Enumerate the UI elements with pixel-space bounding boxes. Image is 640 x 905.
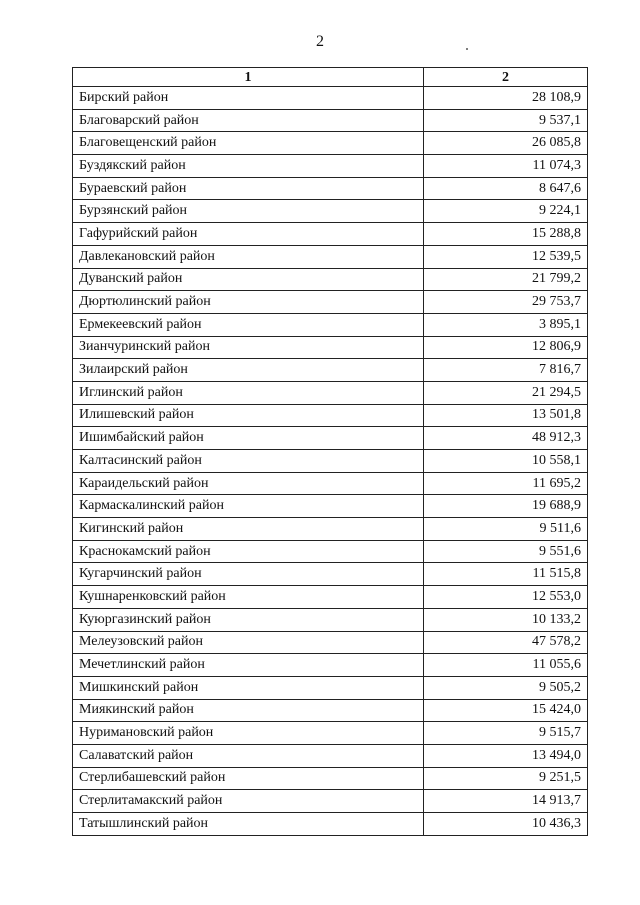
amount-cell: 12 806,9	[424, 336, 588, 359]
amount-cell: 9 224,1	[424, 200, 588, 223]
table-row	[73, 540, 588, 563]
table-row	[73, 676, 588, 699]
district-name-cell: Дуванский район	[73, 268, 424, 291]
district-name-cell: Дюртюлинский район	[73, 291, 424, 314]
district-name-cell: Мелеузовский район	[73, 631, 424, 654]
amount-cell: 19 688,9	[424, 495, 588, 518]
table-row	[73, 518, 588, 541]
amount-cell: 21 799,2	[424, 268, 588, 291]
amount-cell: 8 647,6	[424, 177, 588, 200]
district-name-cell: Стерлитамакский район	[73, 790, 424, 813]
district-name-cell: Калтасинский район	[73, 450, 424, 473]
amount-cell: 9 505,2	[424, 676, 588, 699]
district-name-cell: Кугарчинский район	[73, 563, 424, 586]
district-name-cell: Караидельский район	[73, 472, 424, 495]
amount-cell: 11 074,3	[424, 155, 588, 178]
amount-cell: 10 558,1	[424, 450, 588, 473]
district-name-cell: Миякинский район	[73, 699, 424, 722]
district-name-cell: Бирский район	[73, 87, 424, 110]
table-row	[73, 359, 588, 382]
district-name-cell: Куюргазинский район	[73, 608, 424, 631]
amount-cell: 7 816,7	[424, 359, 588, 382]
district-name-cell: Кигинский район	[73, 518, 424, 541]
district-name-cell: Мишкинский район	[73, 676, 424, 699]
amount-cell: 3 895,1	[424, 313, 588, 336]
amount-cell: 47 578,2	[424, 631, 588, 654]
table-row	[73, 813, 588, 836]
table-row	[73, 109, 588, 132]
table-row	[73, 654, 588, 677]
table-row	[73, 155, 588, 178]
district-name-cell: Гафурийский район	[73, 223, 424, 246]
table-body	[73, 87, 588, 836]
amount-cell: 12 553,0	[424, 586, 588, 609]
table-row	[73, 268, 588, 291]
table-row	[73, 245, 588, 268]
table-row	[73, 608, 588, 631]
district-name-cell: Иглинский район	[73, 381, 424, 404]
amount-cell: 14 913,7	[424, 790, 588, 813]
district-name-cell: Зилаирский район	[73, 359, 424, 382]
table-row	[73, 722, 588, 745]
table-row	[73, 427, 588, 450]
district-name-cell: Благоварский район	[73, 109, 424, 132]
table-row	[73, 563, 588, 586]
table-row	[73, 200, 588, 223]
amount-cell: 11 695,2	[424, 472, 588, 495]
district-name-cell: Буздякский район	[73, 155, 424, 178]
amount-cell: 9 251,5	[424, 767, 588, 790]
district-name-cell: Кушнаренковский район	[73, 586, 424, 609]
table-row	[73, 177, 588, 200]
amount-cell: 10 436,3	[424, 813, 588, 836]
table-row	[73, 87, 588, 110]
table-row	[73, 699, 588, 722]
table-row	[73, 744, 588, 767]
amount-cell: 29 753,7	[424, 291, 588, 314]
table-row	[73, 404, 588, 427]
table-header-row	[73, 68, 588, 87]
district-name-cell: Бураевский район	[73, 177, 424, 200]
column-header-2: 2	[424, 68, 588, 87]
district-name-cell: Илишевский район	[73, 404, 424, 427]
district-name-cell: Ишимбайский район	[73, 427, 424, 450]
district-name-cell: Ермекеевский район	[73, 313, 424, 336]
table-row	[73, 586, 588, 609]
amount-cell: 13 501,8	[424, 404, 588, 427]
amount-cell: 26 085,8	[424, 132, 588, 155]
district-name-cell: Давлекановский район	[73, 245, 424, 268]
table-row	[73, 223, 588, 246]
amount-cell: 9 511,6	[424, 518, 588, 541]
amount-cell: 28 108,9	[424, 87, 588, 110]
column-header-1: 1	[73, 68, 424, 87]
amount-cell: 9 537,1	[424, 109, 588, 132]
table-row	[73, 495, 588, 518]
district-name-cell: Благовещенский район	[73, 132, 424, 155]
table-row	[73, 336, 588, 359]
amount-cell: 11 515,8	[424, 563, 588, 586]
amount-cell: 15 424,0	[424, 699, 588, 722]
district-name-cell: Салаватский район	[73, 744, 424, 767]
district-name-cell: Зианчуринский район	[73, 336, 424, 359]
amount-cell: 15 288,8	[424, 223, 588, 246]
amount-cell: 21 294,5	[424, 381, 588, 404]
district-table	[72, 67, 588, 836]
amount-cell: 11 055,6	[424, 654, 588, 677]
table-row	[73, 291, 588, 314]
amount-cell: 10 133,2	[424, 608, 588, 631]
district-name-cell: Стерлибашевский район	[73, 767, 424, 790]
amount-cell: 12 539,5	[424, 245, 588, 268]
table-row	[73, 313, 588, 336]
district-name-cell: Кармаскалинский район	[73, 495, 424, 518]
district-name-cell: Мечетлинский район	[73, 654, 424, 677]
district-name-cell: Нуримановский район	[73, 722, 424, 745]
table-row	[73, 790, 588, 813]
district-name-cell: Бурзянский район	[73, 200, 424, 223]
amount-cell: 9 551,6	[424, 540, 588, 563]
district-name-cell: Краснокамский район	[73, 540, 424, 563]
page-number: 2	[316, 33, 324, 50]
district-name-cell: Татышлинский район	[73, 813, 424, 836]
table-row	[73, 381, 588, 404]
table-row	[73, 132, 588, 155]
scan-speck	[466, 48, 468, 50]
table-row	[73, 631, 588, 654]
amount-cell: 9 515,7	[424, 722, 588, 745]
amount-cell: 48 912,3	[424, 427, 588, 450]
table-row	[73, 767, 588, 790]
table-row	[73, 450, 588, 473]
amount-cell: 13 494,0	[424, 744, 588, 767]
table-row	[73, 472, 588, 495]
